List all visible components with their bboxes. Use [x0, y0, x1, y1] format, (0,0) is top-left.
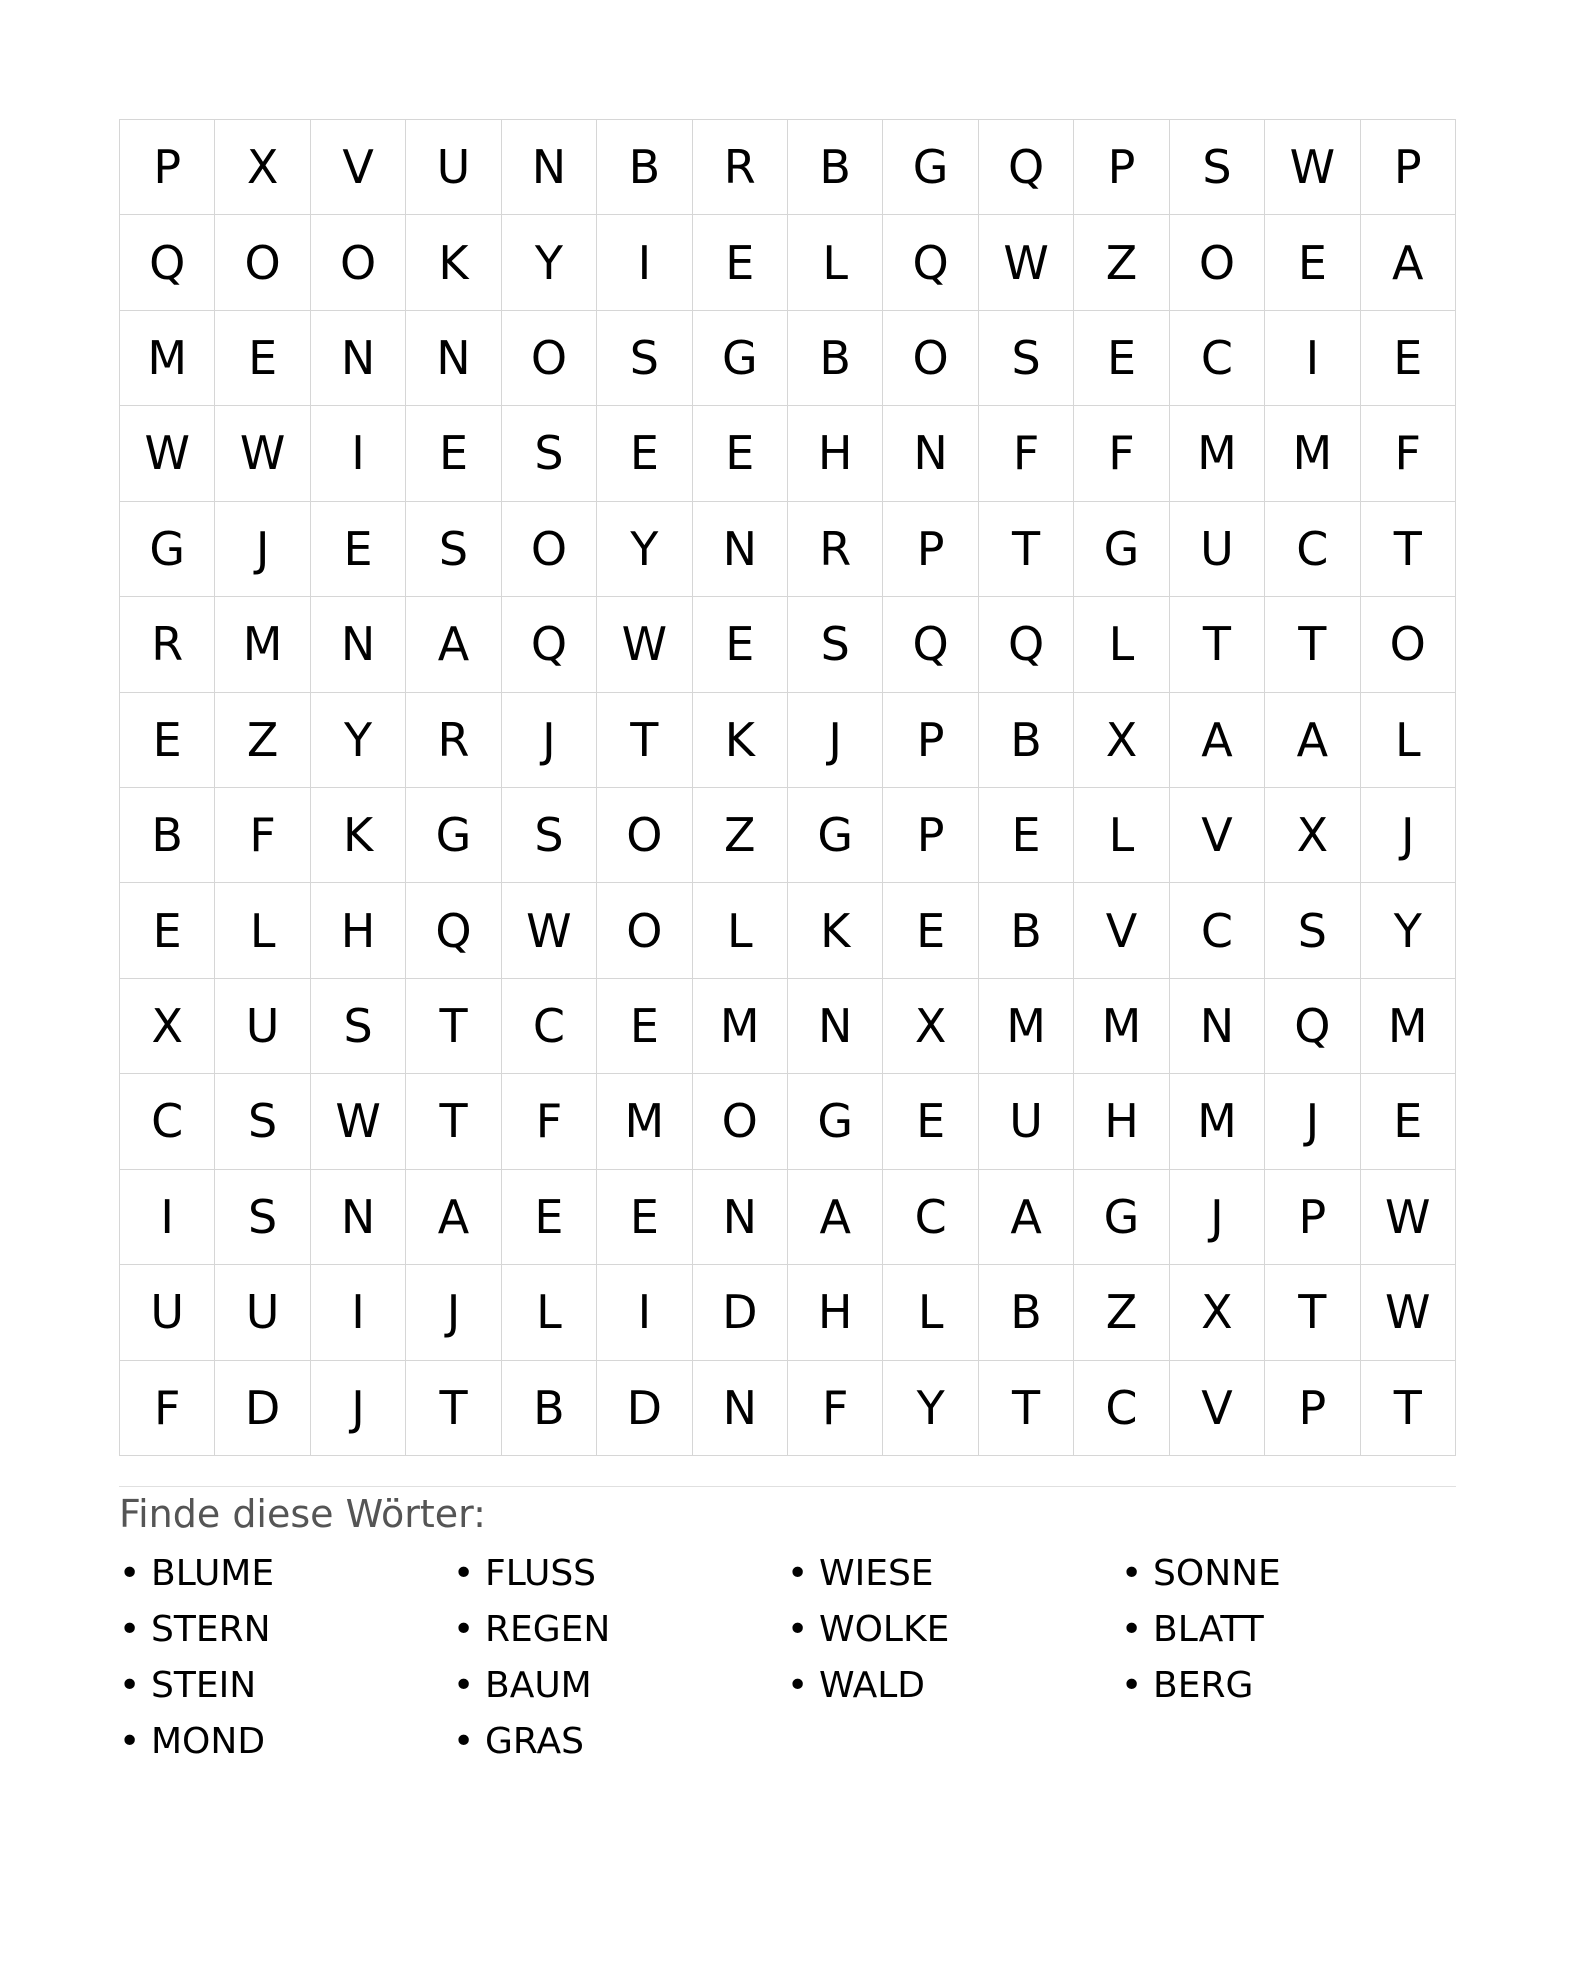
grid-cell[interactable]: B [979, 1265, 1074, 1360]
grid-cell[interactable]: T [406, 979, 501, 1074]
grid-cell[interactable]: V [311, 120, 406, 215]
grid-cell[interactable]: M [597, 1074, 692, 1169]
grid-cell[interactable]: M [215, 597, 310, 692]
grid-cell[interactable]: B [502, 1361, 597, 1456]
grid-cell[interactable]: K [693, 693, 788, 788]
word-label: REGEN [485, 1609, 611, 1650]
word-list-item [453, 1546, 787, 1602]
grid-cell[interactable]: R [788, 502, 883, 597]
word-label: BAUM [485, 1665, 592, 1706]
grid-cell[interactable]: L [502, 1265, 597, 1360]
grid-cell[interactable]: E [979, 788, 1074, 883]
grid-cell[interactable]: M [1170, 406, 1265, 501]
word-list-item [787, 1602, 1121, 1658]
grid-cell[interactable]: Q [979, 120, 1074, 215]
grid-cell[interactable]: F [1361, 406, 1456, 501]
grid-cell[interactable]: F [1074, 406, 1169, 501]
grid-cell[interactable]: N [693, 1170, 788, 1265]
grid-cell[interactable]: H [1074, 1074, 1169, 1169]
grid-cell[interactable]: Z [693, 788, 788, 883]
grid-cell[interactable]: E [502, 1170, 597, 1265]
grid-cell[interactable]: G [883, 120, 978, 215]
grid-cell[interactable]: O [311, 215, 406, 310]
grid-cell[interactable]: X [1074, 693, 1169, 788]
grid-cell[interactable]: E [120, 693, 215, 788]
grid-cell[interactable]: G [788, 1074, 883, 1169]
grid-cell[interactable]: W [1265, 120, 1360, 215]
grid-cell[interactable]: M [1074, 979, 1169, 1074]
grid-cell[interactable]: E [883, 883, 978, 978]
grid-cell[interactable]: O [502, 502, 597, 597]
grid-cell[interactable]: G [693, 311, 788, 406]
grid-cell[interactable]: O [883, 311, 978, 406]
grid-cell[interactable]: S [406, 502, 501, 597]
bullet-icon: • [787, 1553, 809, 1594]
grid-cell[interactable]: X [215, 120, 310, 215]
grid-cell[interactable]: T [406, 1361, 501, 1456]
grid-cell[interactable]: E [406, 406, 501, 501]
letter-grid [119, 119, 1456, 1456]
grid-cell[interactable]: L [1074, 788, 1169, 883]
bullet-icon: • [119, 1665, 141, 1706]
word-label: WOLKE [819, 1609, 950, 1650]
word-list-item [1121, 1602, 1455, 1658]
grid-cell[interactable]: V [1170, 788, 1265, 883]
grid-cell[interactable]: Y [502, 215, 597, 310]
grid-cell[interactable]: S [788, 597, 883, 692]
grid-cell[interactable]: J [215, 502, 310, 597]
grid-cell[interactable]: E [1361, 1074, 1456, 1169]
grid-cell[interactable]: B [120, 788, 215, 883]
grid-cell[interactable]: T [1265, 1265, 1360, 1360]
grid-cell[interactable]: R [406, 693, 501, 788]
grid-cell[interactable]: C [1265, 502, 1360, 597]
grid-cell[interactable]: W [597, 597, 692, 692]
word-label: STEIN [151, 1665, 257, 1706]
bullet-icon: • [119, 1721, 141, 1762]
grid-cell[interactable]: Z [1074, 1265, 1169, 1360]
grid-cell[interactable]: S [215, 1074, 310, 1169]
grid-cell[interactable]: E [1074, 311, 1169, 406]
grid-cell[interactable]: E [120, 883, 215, 978]
grid-cell[interactable]: N [406, 311, 501, 406]
grid-cell[interactable]: K [406, 215, 501, 310]
grid-cell[interactable]: B [597, 120, 692, 215]
bullet-icon: • [1121, 1609, 1143, 1650]
grid-cell[interactable]: T [1361, 1361, 1456, 1456]
bullet-icon: • [453, 1665, 475, 1706]
grid-cell[interactable]: V [1074, 883, 1169, 978]
grid-cell[interactable]: J [311, 1361, 406, 1456]
grid-cell[interactable]: O [1361, 597, 1456, 692]
grid-cell[interactable]: H [311, 883, 406, 978]
grid-cell[interactable]: D [597, 1361, 692, 1456]
grid-cell[interactable]: P [1265, 1170, 1360, 1265]
grid-cell[interactable]: Q [502, 597, 597, 692]
grid-cell[interactable]: K [788, 883, 883, 978]
grid-cell[interactable]: P [883, 502, 978, 597]
grid-cell[interactable]: C [502, 979, 597, 1074]
grid-cell[interactable]: X [883, 979, 978, 1074]
grid-cell[interactable]: S [502, 406, 597, 501]
grid-cell[interactable]: Q [883, 215, 978, 310]
grid-cell[interactable]: I [311, 1265, 406, 1360]
word-label: BERG [1153, 1665, 1254, 1706]
bullet-icon: • [453, 1553, 475, 1594]
grid-cell[interactable]: N [693, 502, 788, 597]
grid-cell[interactable]: W [1361, 1265, 1456, 1360]
grid-cell[interactable]: F [215, 788, 310, 883]
grid-cell[interactable]: Q [979, 597, 1074, 692]
grid-cell[interactable]: C [883, 1170, 978, 1265]
grid-cell[interactable]: V [1170, 1361, 1265, 1456]
grid-cell[interactable]: T [1170, 597, 1265, 692]
grid-cell[interactable]: J [502, 693, 597, 788]
word-label: SONNE [1153, 1553, 1281, 1594]
grid-cell[interactable]: Y [1361, 883, 1456, 978]
grid-cell[interactable]: R [693, 120, 788, 215]
grid-cell[interactable]: U [215, 1265, 310, 1360]
grid-cell[interactable]: A [1361, 215, 1456, 310]
grid-cell[interactable]: M [979, 979, 1074, 1074]
grid-cell[interactable]: H [788, 406, 883, 501]
bullet-icon: • [119, 1609, 141, 1650]
grid-cell[interactable]: A [788, 1170, 883, 1265]
grid-cell[interactable]: J [788, 693, 883, 788]
word-list-item [1121, 1658, 1455, 1714]
word-list [119, 1546, 1456, 1770]
grid-cell[interactable]: G [1074, 1170, 1169, 1265]
grid-cell[interactable]: I [120, 1170, 215, 1265]
word-list-item [1121, 1546, 1455, 1602]
grid-cell[interactable]: E [693, 597, 788, 692]
grid-cell[interactable]: O [215, 215, 310, 310]
grid-cell[interactable]: P [883, 693, 978, 788]
grid-cell[interactable]: U [215, 979, 310, 1074]
grid-cell[interactable]: C [1170, 883, 1265, 978]
grid-cell[interactable]: F [502, 1074, 597, 1169]
grid-cell[interactable]: C [1170, 311, 1265, 406]
grid-cell[interactable]: S [597, 311, 692, 406]
grid-cell[interactable]: U [406, 120, 501, 215]
grid-cell[interactable]: Y [597, 502, 692, 597]
grid-cell[interactable]: U [979, 1074, 1074, 1169]
grid-cell[interactable]: Y [311, 693, 406, 788]
grid-cell[interactable]: T [1265, 597, 1360, 692]
grid-cell[interactable]: U [120, 1265, 215, 1360]
grid-cell[interactable]: L [693, 883, 788, 978]
grid-cell[interactable]: M [1361, 979, 1456, 1074]
word-label: FLUSS [485, 1553, 597, 1594]
grid-cell[interactable]: J [1265, 1074, 1360, 1169]
grid-cell[interactable]: K [311, 788, 406, 883]
grid-cell[interactable]: N [311, 311, 406, 406]
grid-cell[interactable]: L [215, 883, 310, 978]
grid-cell[interactable]: M [693, 979, 788, 1074]
grid-cell[interactable]: W [979, 215, 1074, 310]
word-label: WALD [819, 1665, 926, 1706]
grid-cell[interactable]: L [1361, 693, 1456, 788]
grid-cell[interactable]: E [311, 502, 406, 597]
grid-cell[interactable]: B [979, 693, 1074, 788]
bullet-icon: • [453, 1721, 475, 1762]
bullet-icon: • [119, 1553, 141, 1594]
word-label: STERN [151, 1609, 271, 1650]
bullet-icon: • [787, 1665, 809, 1706]
grid-cell[interactable]: Y [883, 1361, 978, 1456]
grid-cell[interactable]: X [120, 979, 215, 1074]
word-list-item [453, 1602, 787, 1658]
grid-cell[interactable]: N [883, 406, 978, 501]
grid-cell[interactable]: G [120, 502, 215, 597]
grid-cell[interactable]: W [311, 1074, 406, 1169]
grid-cell[interactable]: I [597, 215, 692, 310]
grid-cell[interactable]: Z [215, 693, 310, 788]
word-list-item [787, 1658, 1121, 1714]
grid-cell[interactable]: G [788, 788, 883, 883]
grid-cell[interactable]: F [979, 406, 1074, 501]
grid-cell[interactable]: A [406, 1170, 501, 1265]
grid-cell[interactable]: N [502, 120, 597, 215]
grid-cell[interactable]: N [311, 597, 406, 692]
grid-cell[interactable]: X [1170, 1265, 1265, 1360]
grid-cell[interactable]: W [1361, 1170, 1456, 1265]
bullet-icon: • [1121, 1665, 1143, 1706]
grid-cell[interactable]: O [1170, 215, 1265, 310]
bullet-icon: • [787, 1609, 809, 1650]
grid-cell[interactable]: L [883, 1265, 978, 1360]
grid-cell[interactable]: P [1265, 1361, 1360, 1456]
word-list-item [119, 1602, 453, 1658]
word-label: BLUME [151, 1553, 275, 1594]
grid-cell[interactable]: E [883, 1074, 978, 1169]
grid-cell[interactable]: N [788, 979, 883, 1074]
word-list-item [119, 1546, 453, 1602]
grid-cell[interactable]: O [502, 311, 597, 406]
grid-cell[interactable]: C [1074, 1361, 1169, 1456]
grid-cell[interactable]: Q [883, 597, 978, 692]
word-list-item [119, 1714, 453, 1770]
grid-cell[interactable]: A [406, 597, 501, 692]
grid-cell[interactable]: X [1265, 788, 1360, 883]
grid-cell[interactable]: E [1265, 215, 1360, 310]
grid-cell[interactable]: F [788, 1361, 883, 1456]
grid-cell[interactable]: S [311, 979, 406, 1074]
word-list-item [119, 1658, 453, 1714]
grid-cell[interactable]: A [1170, 693, 1265, 788]
word-label: BLATT [1153, 1609, 1264, 1650]
grid-cell[interactable]: B [788, 120, 883, 215]
grid-cell[interactable]: S [979, 311, 1074, 406]
grid-cell[interactable]: E [693, 406, 788, 501]
grid-cell[interactable]: P [120, 120, 215, 215]
word-list-item [453, 1714, 787, 1770]
grid-cell[interactable]: J [1361, 788, 1456, 883]
grid-cell[interactable]: A [1265, 693, 1360, 788]
grid-cell[interactable]: M [1170, 1074, 1265, 1169]
grid-cell[interactable]: D [215, 1361, 310, 1456]
grid-cell[interactable]: J [406, 1265, 501, 1360]
grid-cell[interactable]: M [1265, 406, 1360, 501]
grid-cell[interactable]: L [1074, 597, 1169, 692]
grid-cell[interactable]: B [979, 883, 1074, 978]
word-list-title: Finde diese Wörter: [119, 1492, 486, 1536]
grid-cell[interactable]: A [979, 1170, 1074, 1265]
grid-cell[interactable]: F [120, 1361, 215, 1456]
grid-cell[interactable]: T [979, 502, 1074, 597]
grid-cell[interactable]: W [502, 883, 597, 978]
grid-cell[interactable]: G [1074, 502, 1169, 597]
grid-cell[interactable]: H [788, 1265, 883, 1360]
word-label: WIESE [819, 1553, 934, 1594]
grid-cell[interactable]: Q [120, 215, 215, 310]
grid-cell[interactable]: I [311, 406, 406, 501]
grid-cell[interactable]: Z [1074, 215, 1169, 310]
grid-cell[interactable]: S [1170, 120, 1265, 215]
grid-cell[interactable]: J [1170, 1170, 1265, 1265]
grid-cell[interactable]: L [788, 215, 883, 310]
grid-cell[interactable]: N [1170, 979, 1265, 1074]
word-label: GRAS [485, 1721, 584, 1762]
grid-cell[interactable]: P [1074, 120, 1169, 215]
grid-cell[interactable]: S [215, 1170, 310, 1265]
grid-cell[interactable]: S [1265, 883, 1360, 978]
word-label: MOND [151, 1721, 266, 1762]
grid-cell[interactable]: E [215, 311, 310, 406]
grid-cell[interactable]: O [597, 788, 692, 883]
grid-cell[interactable]: E [597, 406, 692, 501]
grid-cell[interactable]: E [1361, 311, 1456, 406]
grid-cell[interactable]: O [693, 1074, 788, 1169]
bullet-icon: • [453, 1609, 475, 1650]
grid-cell[interactable]: N [311, 1170, 406, 1265]
grid-cell[interactable]: T [406, 1074, 501, 1169]
grid-cell[interactable]: E [597, 1170, 692, 1265]
grid-cell[interactable]: I [597, 1265, 692, 1360]
grid-cell[interactable]: T [979, 1361, 1074, 1456]
grid-cell[interactable]: E [597, 979, 692, 1074]
grid-cell[interactable]: M [120, 311, 215, 406]
grid-cell[interactable]: P [883, 788, 978, 883]
grid-cell[interactable]: E [693, 215, 788, 310]
grid-cell[interactable]: T [1361, 502, 1456, 597]
word-list-item [787, 1546, 1121, 1602]
grid-cell[interactable]: C [120, 1074, 215, 1169]
grid-cell[interactable]: T [597, 693, 692, 788]
grid-cell[interactable]: U [1170, 502, 1265, 597]
grid-cell[interactable]: B [788, 311, 883, 406]
word-list-item [453, 1658, 787, 1714]
grid-cell[interactable]: N [693, 1361, 788, 1456]
grid-cell[interactable]: Q [406, 883, 501, 978]
grid-cell[interactable]: D [693, 1265, 788, 1360]
divider [119, 1486, 1456, 1487]
grid-cell[interactable]: W [120, 406, 215, 501]
grid-cell[interactable]: I [1265, 311, 1360, 406]
grid-cell[interactable]: S [502, 788, 597, 883]
grid-cell[interactable]: O [597, 883, 692, 978]
grid-cell[interactable]: R [120, 597, 215, 692]
grid-cell[interactable]: Q [1265, 979, 1360, 1074]
grid-cell[interactable]: W [215, 406, 310, 501]
grid-cell[interactable]: G [406, 788, 501, 883]
grid-cell[interactable]: P [1361, 120, 1456, 215]
bullet-icon: • [1121, 1553, 1143, 1594]
